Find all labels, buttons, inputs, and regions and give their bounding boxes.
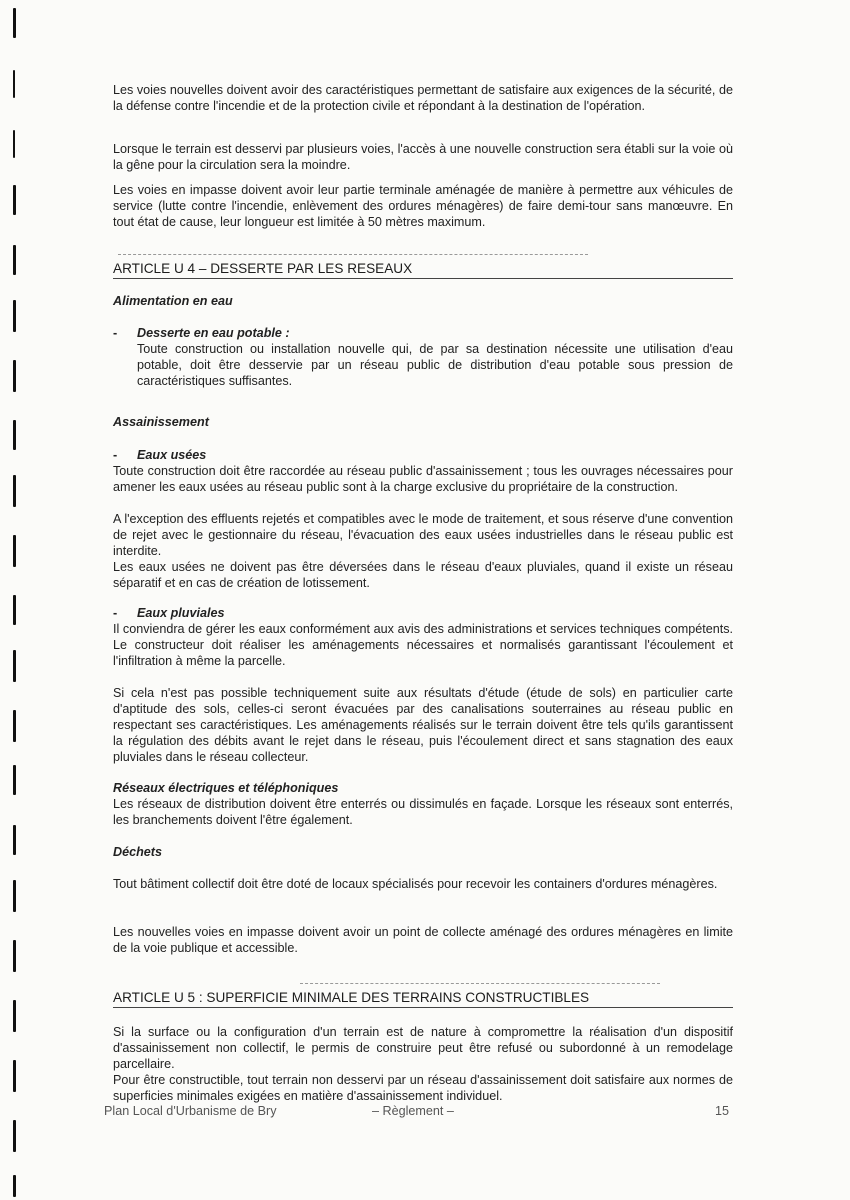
paragraph-u5-1: Si la surface ou la configuration d'un terrain est de nature à compromettre la réalisation d'un dispositif d'assainissement non collectif, le permis de construire peut être refusé ou subordonné à un remodelage parcellaire. — [113, 1025, 733, 1071]
scan-mark — [13, 940, 16, 972]
bullet-dash: - — [113, 326, 118, 340]
paragraph-acces: Lorsque le terrain est desservi par plusieurs voies, l'accès à une nouvelle construction sera établi sur la voie où la gêne pour la circulation sera la moindre. — [113, 142, 733, 172]
article-u4-heading: ARTICLE U 4 – DESSERTE PAR LES RESEAUX — [113, 260, 733, 279]
footer-document-title: Plan Local d'Urbanisme de Bry — [104, 1104, 277, 1118]
paragraph-reseaux: Les réseaux de distribution doivent être enterrés ou dissimulés en façade. Lorsque les réseaux sont enterrés, les branchements doivent l'être également. — [113, 797, 733, 827]
scan-mark — [13, 880, 16, 912]
scan-mark — [13, 710, 16, 742]
scan-mark — [13, 825, 16, 855]
bullet-potable-title: Desserte en eau potable : — [137, 326, 290, 340]
scan-mark — [13, 8, 16, 38]
scan-mark — [13, 420, 16, 450]
article-u5-heading: ARTICLE U 5 : SUPERFICIE MINIMALE DES TERRAINS CONSTRUCTIBLES — [113, 989, 733, 1008]
paragraph-pluviales-2: Si cela n'est pas possible techniquement suite aux résultats d'étude (étude de sols) en particulier carte d'aptitude des sols, celles-ci seront évacuées par des canalisations souterraines au réseau public en respectant ses caractéristiques. Les aménagements réalisés sur le terrain doivent être tels qu'ils garantissent la régulation des débits avant le rejet dans le réseau, puis l'écoulement direct et sans stagnation des eaux pluviales dans le réseau collecteur. — [113, 686, 733, 764]
section-alimentation-title: Alimentation en eau — [113, 294, 233, 308]
paragraph-pluviales-1: Il conviendra de gérer les eaux conformément aux avis des administrations et services techniques compétents. Le constructeur doit réaliser les aménagements nécessaires et normalisés garantissant l'écoulement et l'infiltration à même la parcelle. — [113, 622, 733, 668]
section-reseaux-title: Réseaux électriques et téléphoniques — [113, 781, 339, 795]
scan-mark — [13, 360, 16, 392]
scan-mark — [13, 130, 15, 158]
scan-mark — [13, 595, 16, 625]
scan-mark — [13, 650, 16, 682]
paragraph-usees-2: A l'exception des effluents rejetés et compatibles avec le mode de traitement, et sous réserve d'une convention de rejet avec le gestionnaire du réseau, l'évacuation des eaux usées industrielles dans le réseau public est interdite. — [113, 512, 733, 558]
scan-mark — [13, 1060, 16, 1092]
section-dechets-title: Déchets — [113, 845, 162, 859]
bullet-dash: - — [113, 448, 118, 462]
scan-mark — [13, 1000, 16, 1032]
paragraph-potable: Toute construction ou installation nouvelle qui, de par sa destination nécessite une utilisation d'eau potable, doit être desservie par un réseau public de distribution d'eau potable sous pression de caractéristiques suffisantes. — [137, 342, 733, 388]
paragraph-dechets-2: Les nouvelles voies en impasse doivent avoir un point de collecte aménagé des ordures ménagères en limite de la voie publique et accessible. — [113, 925, 733, 955]
scan-mark — [13, 535, 16, 567]
paragraph-voies-nouvelles: Les voies nouvelles doivent avoir des caractéristiques permettant de satisfaire aux exigences de la sécurité, de la défense contre l'incendie et de la protection civile et répondant à la destination de l'opération. — [113, 83, 733, 113]
scan-artifact-line — [300, 983, 660, 984]
footer-section-label: – Règlement – — [372, 1104, 454, 1118]
scan-mark — [13, 765, 16, 795]
scan-mark — [13, 185, 16, 215]
paragraph-u5-2: Pour être constructible, tout terrain non desservi par un réseau d'assainissement doit satisfaire aux normes de superficies minimales exigées en matière d'assainissement individuel. — [113, 1073, 733, 1103]
scan-mark — [13, 475, 16, 507]
paragraph-impasse: Les voies en impasse doivent avoir leur partie terminale aménagée de manière à permettre aux véhicules de service (lutte contre l'incendie, enlèvement des ordures ménagères) de faire demi-tour sans manœuvre. En tout état de cause, leur longueur est limitée à 50 mètres maximum. — [113, 183, 733, 229]
bullet-eaux-pluviales-title: Eaux pluviales — [137, 606, 225, 620]
paragraph-usees-3: Les eaux usées ne doivent pas être déversées dans le réseau d'eaux pluviales, quand il existe un réseau séparatif et en cas de création de lotissement. — [113, 560, 733, 590]
bullet-eaux-usees-title: Eaux usées — [137, 448, 207, 462]
section-assainissement-title: Assainissement — [113, 415, 209, 429]
paragraph-usees-1: Toute construction doit être raccordée au réseau public d'assainissement ; tous les ouvrages nécessaires pour amener les eaux usées au réseau public sont à la charge exclusive du propriétaire de la construction. — [113, 464, 733, 494]
scan-mark — [13, 1175, 16, 1197]
bullet-dash: - — [113, 606, 118, 620]
page-number: 15 — [715, 1104, 730, 1118]
scan-artifact-line — [118, 254, 588, 255]
paragraph-dechets-1: Tout bâtiment collectif doit être doté de locaux spécialisés pour recevoir les containers d'ordures ménagères. — [113, 877, 718, 891]
scan-mark — [13, 70, 15, 98]
scan-mark — [13, 1120, 16, 1152]
scan-mark — [13, 245, 16, 275]
scan-mark — [13, 300, 16, 332]
